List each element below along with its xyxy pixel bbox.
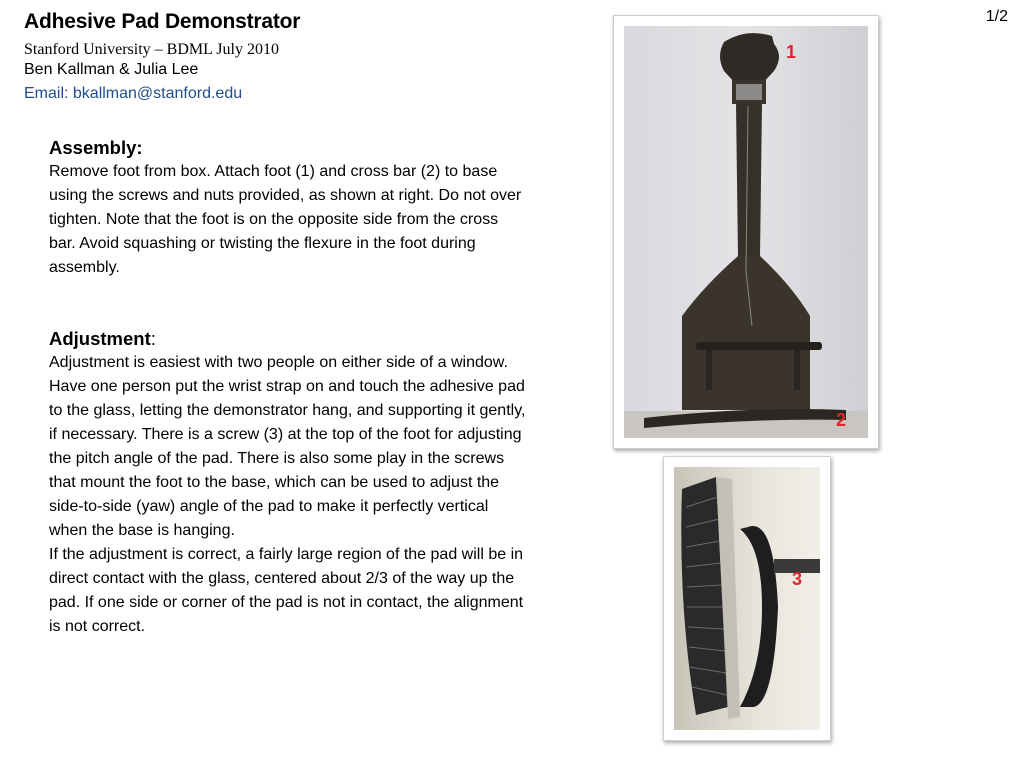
authors: Ben Kallman & Julia Lee [24, 61, 199, 78]
assembly-body: Remove foot from box. Attach foot (1) and cross bar (2) to base using the screws and nuts provided, as shown at right. Do not over tighten. Note that the foot is on the opposite side from the cross bar. Avoid squashing or twisting the flexure in the foot during assembly. [49, 163, 522, 276]
email-link[interactable]: Email: bkallman@stanford.edu [24, 85, 243, 102]
callout-foot: 1 [786, 42, 797, 62]
callout-crossbar: 2 [836, 410, 847, 430]
adjustment-heading-text: Adjustment [49, 328, 151, 349]
callout-screw: 3 [792, 569, 803, 589]
demonstrator-illustration [624, 26, 868, 438]
demonstrator-photo-image [624, 26, 868, 438]
assembly-section [49, 136, 529, 280]
page-number: 1/2 [985, 8, 1008, 25]
affiliation: Stanford University – BDML July 2010 [24, 41, 279, 58]
adjustment-heading-colon: : [150, 328, 156, 349]
pad-closeup-photo [663, 456, 831, 741]
assembly-heading: Assembly: [49, 137, 143, 158]
pad-closeup-photo-image [674, 467, 820, 730]
adjustment-body-1: Adjustment is easiest with two people on either side of a window. Have one person put the wrist strap on and touch the adhesive pad to the glass, letting the demonstrator hang, and supporting it gently, if necessary. There is a screw (3) at the top of the foot for adjusting the pitch angle of the pad. There is also some play in the screws that mount the foot to the base, which can be used to adjust the side-to-side (yaw) angle of the pad to make it perfectly vertical when the base is hanging. [49, 354, 526, 539]
adjustment-section [49, 327, 529, 639]
page-title: Adhesive Pad Demonstrator [24, 10, 301, 33]
demonstrator-photo [613, 15, 879, 449]
adjustment-body-2: If the adjustment is correct, a fairly large region of the pad will be in direct contact with the glass, centered about 2/3 of the way up the pad. If one side or corner of the pad is not in contact, the alignment is not correct. [49, 546, 524, 635]
adjustment-heading [49, 327, 529, 351]
pad-closeup-illustration [674, 467, 820, 730]
